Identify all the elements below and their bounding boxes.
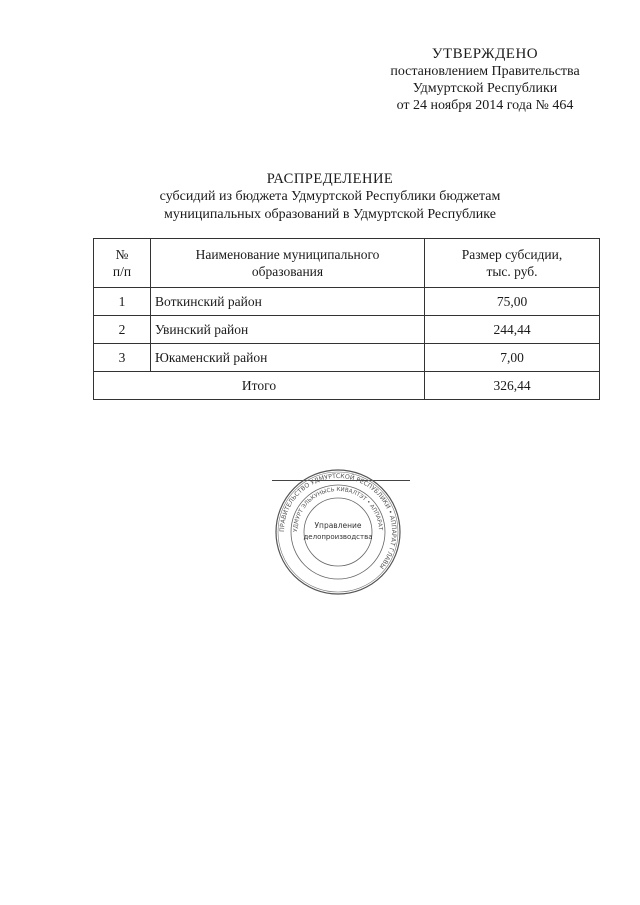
header-amount-line2: тыс. руб. [486,264,538,279]
total-label: Итого [94,372,425,400]
row-number: 2 [94,316,151,344]
title-line-2: субсидий из бюджета Удмуртской Республики бюджетам [159,189,501,204]
approval-heading: УТВЕРЖДЕНО [431,46,539,62]
row-amount: 7,00 [425,344,600,372]
row-name: Воткинский район [151,288,425,316]
title-line-3: муниципальных образований в Удмуртской Республике [164,207,496,222]
header-number-line2: п/п [112,264,132,279]
approval-line-date: от 24 ноября 2014 года № 464 [396,98,574,113]
approval-line-decree: постановлением Правительства [390,64,580,79]
table-row [94,288,600,316]
row-name: Увинский район [151,316,425,344]
distribution-table [93,238,600,400]
seal-center-line1: Управление [314,521,362,530]
table-row [94,316,600,344]
title-heading: РАСПРЕДЕЛЕНИЕ [266,171,394,187]
approval-line-republic: Удмуртской Республики [412,81,558,96]
row-amount: 244,44 [425,316,600,344]
approval-block [360,46,610,114]
header-number-line1: № [115,247,129,262]
header-name-line2: образования [251,264,324,279]
row-amount: 75,00 [425,288,600,316]
header-number [94,239,151,288]
official-seal [274,468,402,596]
seal-inner-text: УДМУРТ ЭЛЬКУНЫСЬ КИВАЛТЭТ • АППАРАТ [292,486,383,533]
total-row [94,372,600,400]
seal-outer-text: ПРАВИТЕЛЬСТВО УДМУРТСКОЙ РЕСПУБЛИКИ • АППАРАТ ГЛАВЫ [278,472,398,571]
total-amount: 326,44 [425,372,600,400]
seal-center-line2: делопроизводства [303,533,373,541]
row-number: 3 [94,344,151,372]
document-title [120,170,540,224]
row-name: Юкаменский район [151,344,425,372]
header-name-line1: Наименование муниципального [195,247,380,262]
row-number: 1 [94,288,151,316]
header-amount-line1: Размер субсидии, [461,247,563,262]
table-header-row [94,239,600,288]
header-name [151,239,425,288]
table-row [94,344,600,372]
header-amount [425,239,600,288]
